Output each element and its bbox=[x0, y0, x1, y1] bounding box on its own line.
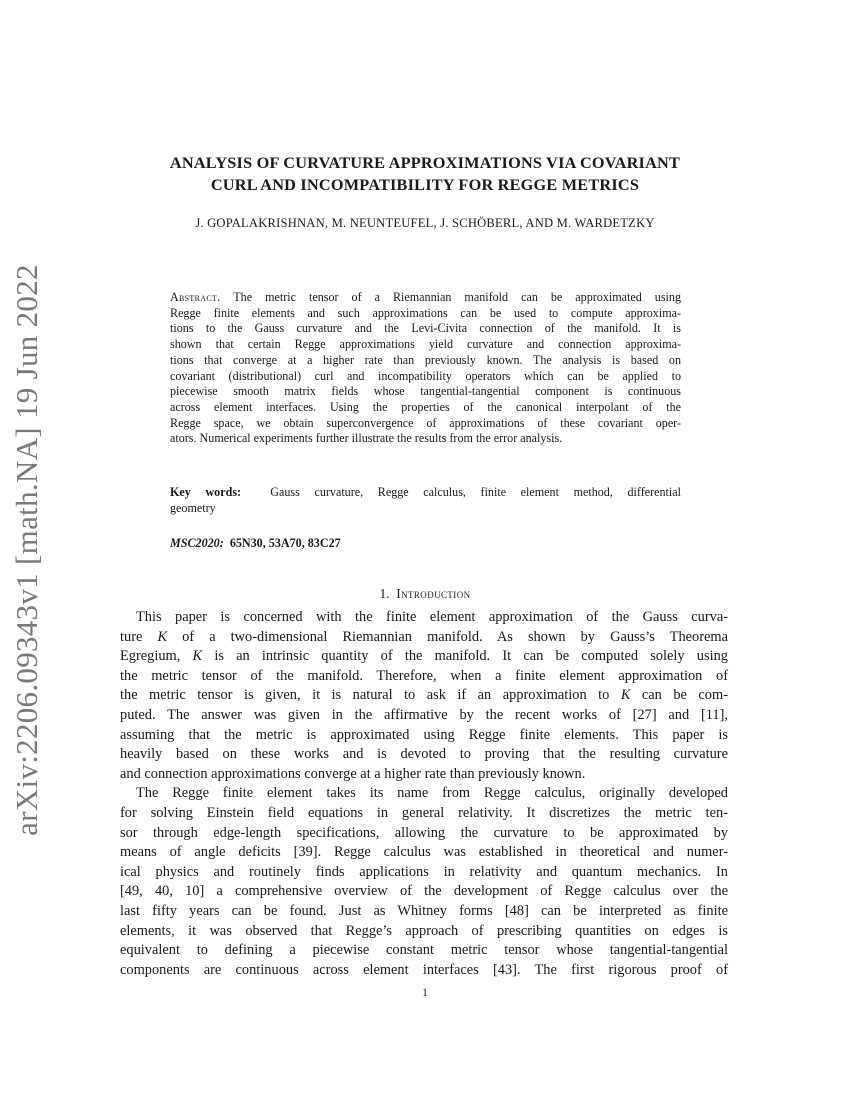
body-line: means of angle deficits [39]. Regge calculus was established in theoretical and numer- bbox=[120, 844, 728, 861]
abstract-line: tions to the Gauss curvature and the Levi-Civita connection of the manifold. It is bbox=[170, 321, 681, 336]
title-line-2: CURL AND INCOMPATIBILITY FOR REGGE METRICS bbox=[210, 175, 640, 194]
body-line: assuming that the metric is approximated using Regge finite elements. This paper is bbox=[120, 726, 728, 743]
body-text bbox=[120, 608, 728, 980]
body-line: ical physics and routinely finds applications in relativity and quantum mechanics. In bbox=[120, 863, 728, 880]
keywords-line: geometry bbox=[170, 500, 216, 515]
abstract-line: across element interfaces. Using the properties of the canonical interpolant of the bbox=[170, 399, 681, 414]
keywords bbox=[170, 485, 681, 516]
abstract-line: piecewise smooth matrix fields whose tangential-tangential component is continuous bbox=[170, 384, 681, 399]
msc-codes: 65N30, 53A70, 83C27 bbox=[229, 536, 341, 550]
body-line: the metric tensor is given, it is natural to ask if an approximation to K can be com- bbox=[120, 687, 728, 704]
body-line: The Regge finite element takes its name from Regge calculus, originally developed bbox=[136, 785, 728, 802]
abstract-line: tions that converge at a higher rate than previously known. The analysis is based on bbox=[170, 352, 681, 367]
body-line: heavily based on these works and is devoted to proving that the resulting curvature bbox=[120, 746, 728, 763]
abstract-label: Abstract. bbox=[170, 290, 221, 304]
body-line: for solving Einstein field equations in general relativity. It discretizes the metric ten- bbox=[120, 804, 728, 821]
paper-title bbox=[100, 152, 750, 196]
abstract-line: Abstract. The metric tensor of a Riemannian manifold can be approximated using bbox=[170, 290, 682, 304]
body-line: and connection approximations converge at a higher rate than previously known. bbox=[120, 765, 586, 782]
math-symbol-k: K bbox=[620, 687, 631, 704]
body-line: This paper is concerned with the finite element approximation of the Gauss curva- bbox=[136, 609, 728, 625]
section-title: Introduction bbox=[396, 586, 471, 601]
keywords-label: Key words: bbox=[170, 485, 242, 499]
page-number: 1 bbox=[422, 987, 428, 999]
abstract-line: Regge space, we obtain superconvergence of approximations of these covariant oper- bbox=[170, 415, 681, 430]
arxiv-identifier-stamp: arXiv:2206.09343v1 [math.NA] 19 Jun 2022 bbox=[9, 264, 44, 836]
msc-label: MSC2020: bbox=[170, 536, 224, 550]
msc-classification bbox=[170, 536, 681, 552]
abstract-line: shown that certain Regge approximations yield curvature and connection approxima- bbox=[170, 337, 681, 352]
keywords-line: Key words: Gauss curvature, Regge calculus, finite element method, differential bbox=[170, 485, 681, 499]
body-line: components are continuous across element interfaces [43]. The first rigorous proof of bbox=[120, 961, 728, 978]
math-symbol-k: K bbox=[192, 648, 203, 665]
abstract-line: Regge finite elements and such approximations can be used to compute approxima- bbox=[170, 305, 681, 320]
paragraph-2 bbox=[120, 784, 728, 980]
body-line: Egregium, K is an intrinsic quantity of the manifold. It can be computed solely using bbox=[120, 648, 728, 665]
math-symbol-k: K bbox=[157, 628, 168, 645]
body-line: elements, it was observed that Regge’s approach of prescribing quantities on edges is bbox=[120, 922, 728, 939]
abstract-line: ators. Numerical experiments further illustrate the results from the error analysis. bbox=[170, 431, 563, 446]
paragraph-1 bbox=[120, 608, 728, 784]
abstract bbox=[170, 290, 681, 447]
body-line: ture K of a two-dimensional Riemannian manifold. As shown by Gauss’s Theorema bbox=[120, 628, 728, 645]
section-heading bbox=[100, 586, 750, 602]
section-number: 1. bbox=[379, 586, 390, 601]
body-line: last fifty years can be found. Just as Whitney forms [48] can be interpreted as finite bbox=[120, 902, 728, 919]
author-list: J. GOPALAKRISHNAN, M. NEUNTEUFEL, J. SCHÖBERL, AND M. WARDETZKY bbox=[195, 216, 655, 230]
abstract-line: covariant (distributional) curl and incompatibility operators which can be applied to bbox=[170, 368, 681, 383]
body-line: the metric tensor of the manifold. Therefore, when a finite element approximation of bbox=[120, 667, 728, 684]
body-line: sor through edge-length specifications, allowing the curvature to be approximated by bbox=[120, 824, 728, 841]
body-line: puted. The answer was given in the affirmative by the recent works of [27] and [11], bbox=[120, 706, 728, 723]
title-line-1: ANALYSIS OF CURVATURE APPROXIMATIONS VIA COVARIANT bbox=[169, 153, 681, 172]
body-line: equivalent to defining a piecewise constant metric tensor whose tangential-tangential bbox=[120, 942, 728, 959]
body-line: [49, 40, 10] a comprehensive overview of the development of Regge calculus over the bbox=[120, 883, 728, 900]
